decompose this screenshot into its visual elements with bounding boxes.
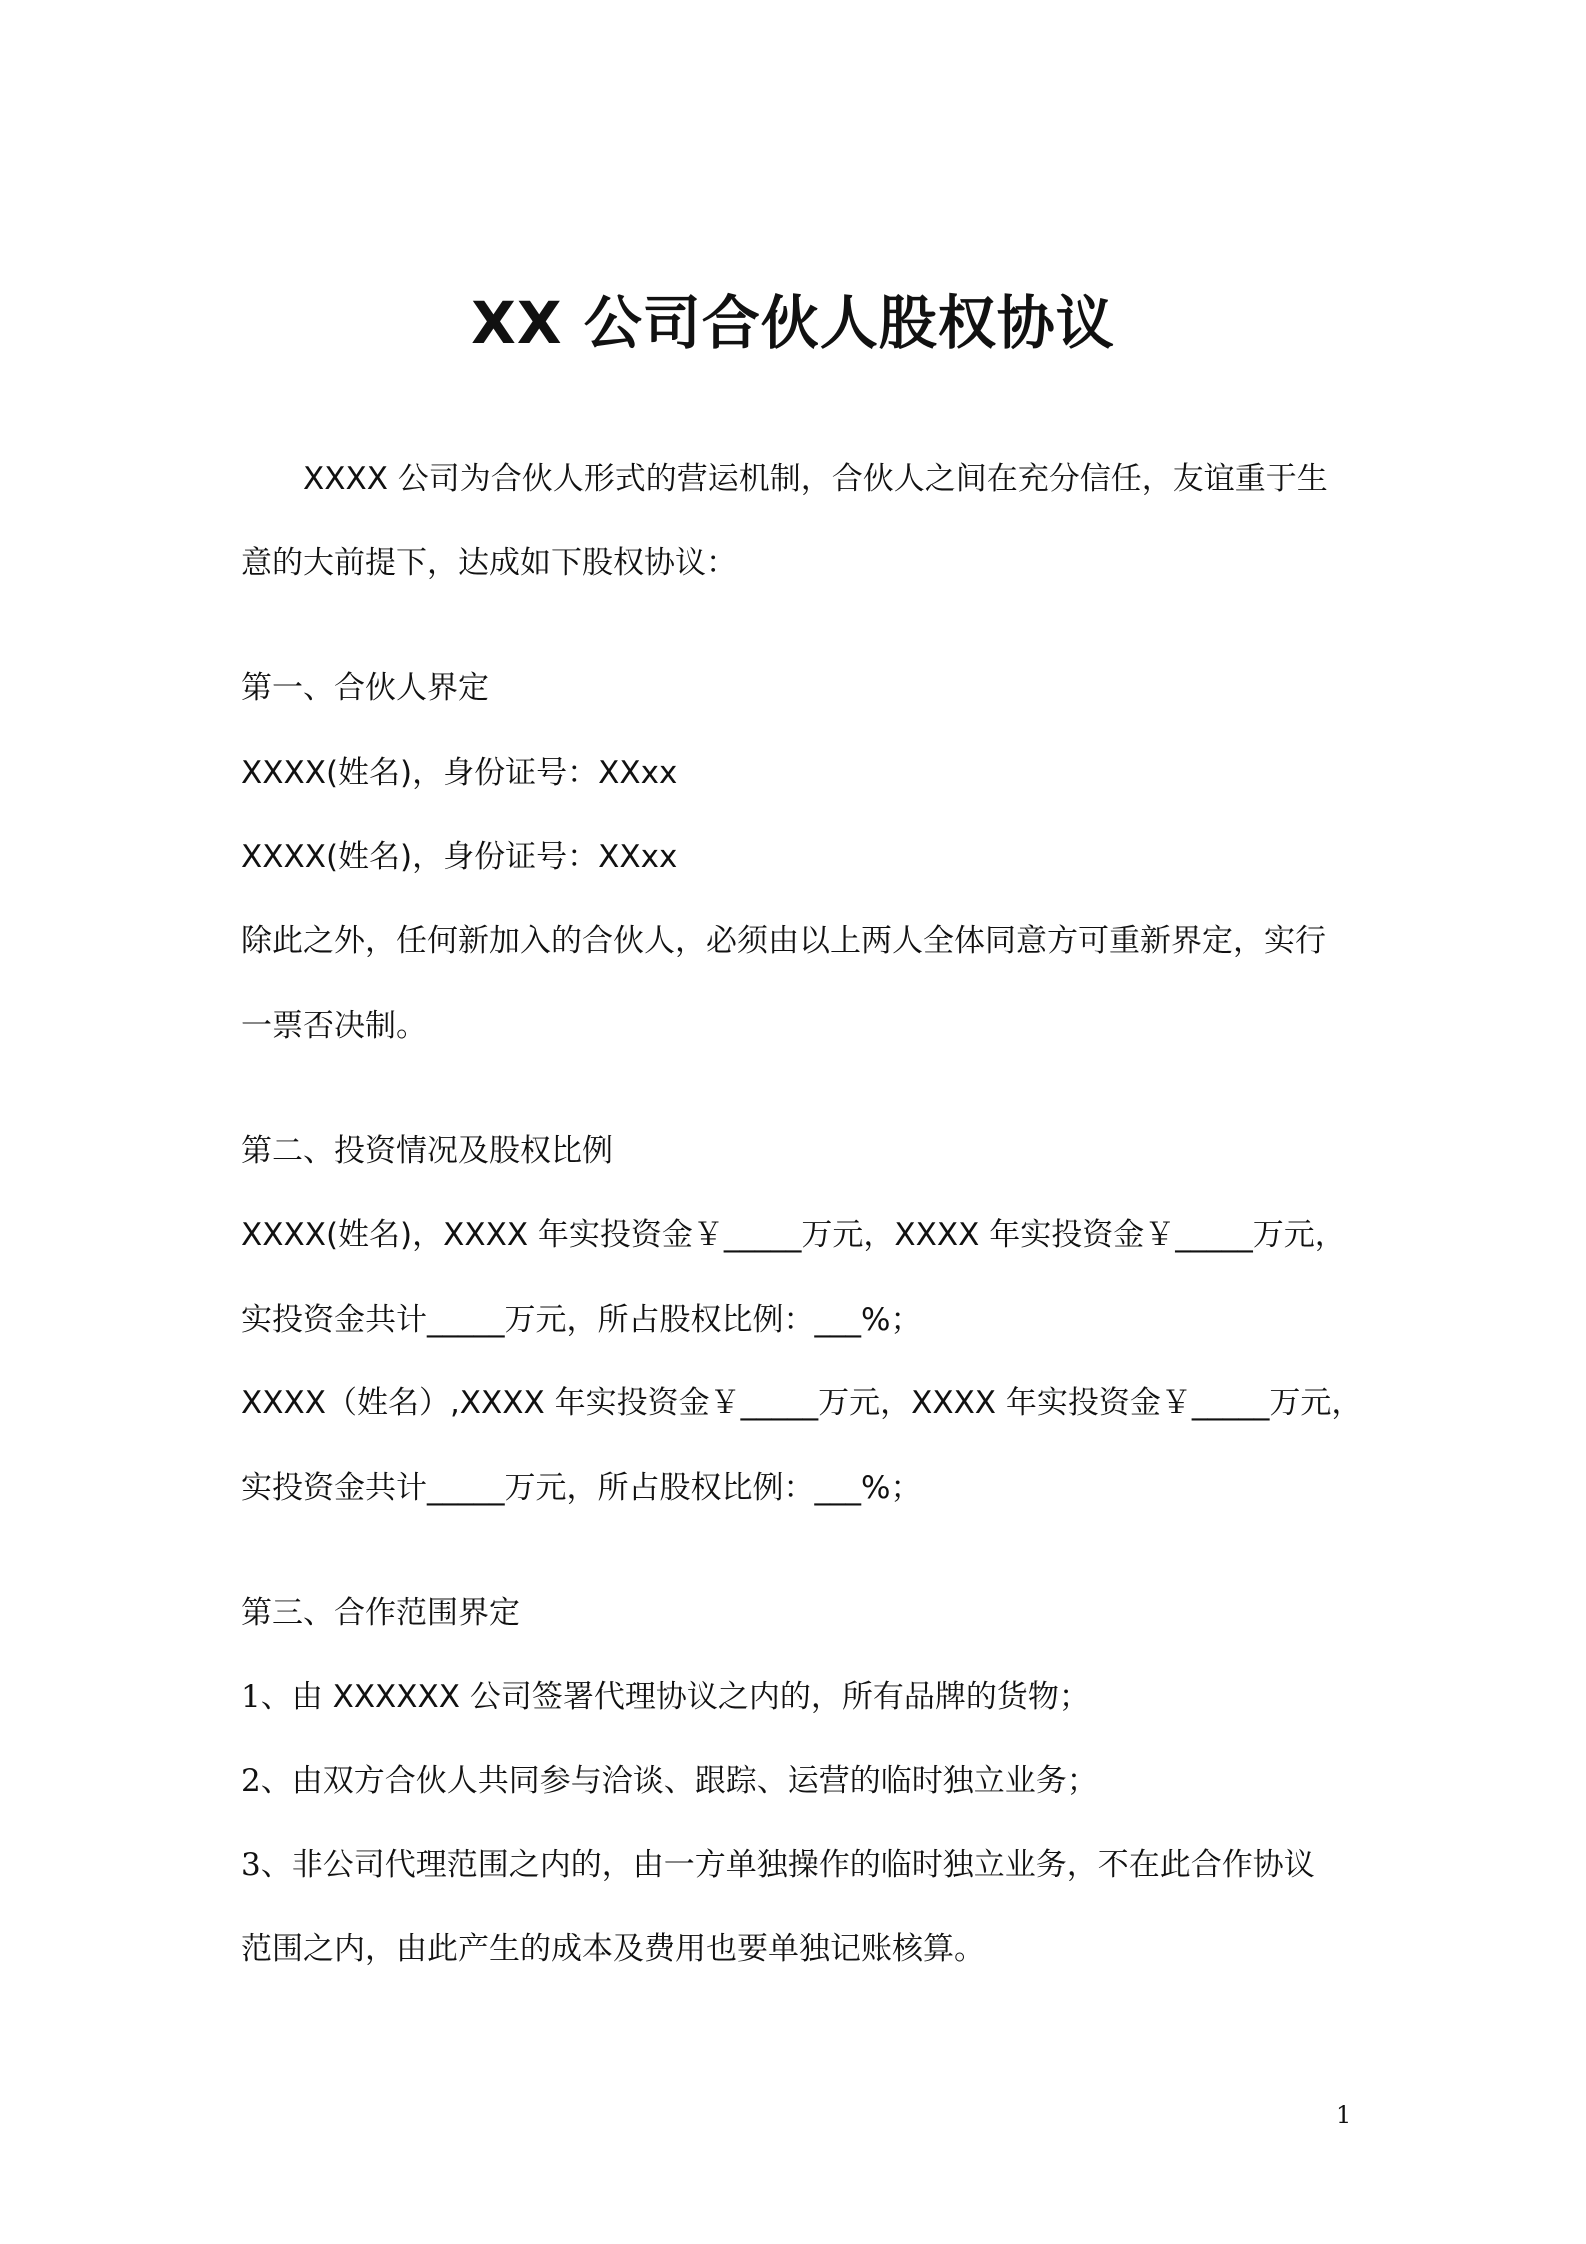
section-2-heading — [241, 1128, 613, 1174]
scope-item-3-number: 3、 — [241, 1847, 292, 1883]
partner-2-line: XXXX(姓名)，身份证号：XXxx — [241, 839, 678, 875]
section-1-note-line-1: 除此之外，任何新加入的合伙人，必须由以上两人全体同意方可重新界定，实行 — [241, 923, 1326, 959]
document-title: XX 公司合伙人股权协议 — [471, 289, 1115, 357]
intro-line-1: XXXX 公司为合伙人形式的营运机制，合伙人之间在充分信任，友谊重于生 — [303, 461, 1328, 497]
section-3-title: 合作范围界定 — [334, 1595, 520, 1631]
section-2-prefix: 第二、 — [241, 1133, 334, 1169]
section-3-heading — [241, 1590, 520, 1636]
scope-item-3-text: 非公司代理范围之内的，由一方单独操作的临时独立业务，不在此合作协议 — [291, 1847, 1315, 1883]
section-1-title: 合伙人界定 — [334, 670, 489, 706]
scope-item-3-continuation: 范围之内，由此产生的成本及费用也要单独记账核算。 — [241, 1931, 985, 1967]
section-2-title: 投资情况及股权比例 — [334, 1133, 613, 1169]
scope-item-3 — [241, 1842, 1315, 1888]
section-1-heading — [241, 665, 489, 711]
investment-1-line-1: XXXX(姓名)，XXXX 年实投资金￥_____万元，XXXX 年实投资金￥_____万元， — [241, 1217, 1346, 1253]
section-1-prefix: 第一、 — [241, 670, 334, 706]
scope-item-2-number: 2、 — [241, 1763, 292, 1799]
partner-1-line: XXXX(姓名)，身份证号：XXxx — [241, 755, 678, 791]
scope-item-1-number: 1、 — [241, 1679, 292, 1715]
investment-2-line-2: 实投资金共计_____万元，所占股权比例：___%； — [241, 1470, 922, 1506]
scope-item-2 — [241, 1758, 1098, 1804]
page-number: 1 — [1336, 2101, 1352, 2129]
section-3-prefix: 第三、 — [241, 1595, 334, 1631]
investment-1-line-2: 实投资金共计_____万元，所占股权比例：___%； — [241, 1302, 922, 1338]
investment-2-line-1: XXXX（姓名）,XXXX 年实投资金￥_____万元，XXXX 年实投资金￥_____万元， — [241, 1385, 1363, 1421]
intro-line-2: 意的大前提下，达成如下股权协议： — [241, 545, 737, 581]
scope-item-1 — [241, 1674, 1090, 1720]
scope-item-1-text: 由 XXXXXX 公司签署代理协议之内的，所有品牌的货物； — [291, 1679, 1090, 1715]
scope-item-2-text: 由双方合伙人共同参与洽谈、跟踪、运营的临时独立业务； — [291, 1763, 1098, 1799]
section-1-note-line-2: 一票否决制。 — [241, 1008, 427, 1044]
